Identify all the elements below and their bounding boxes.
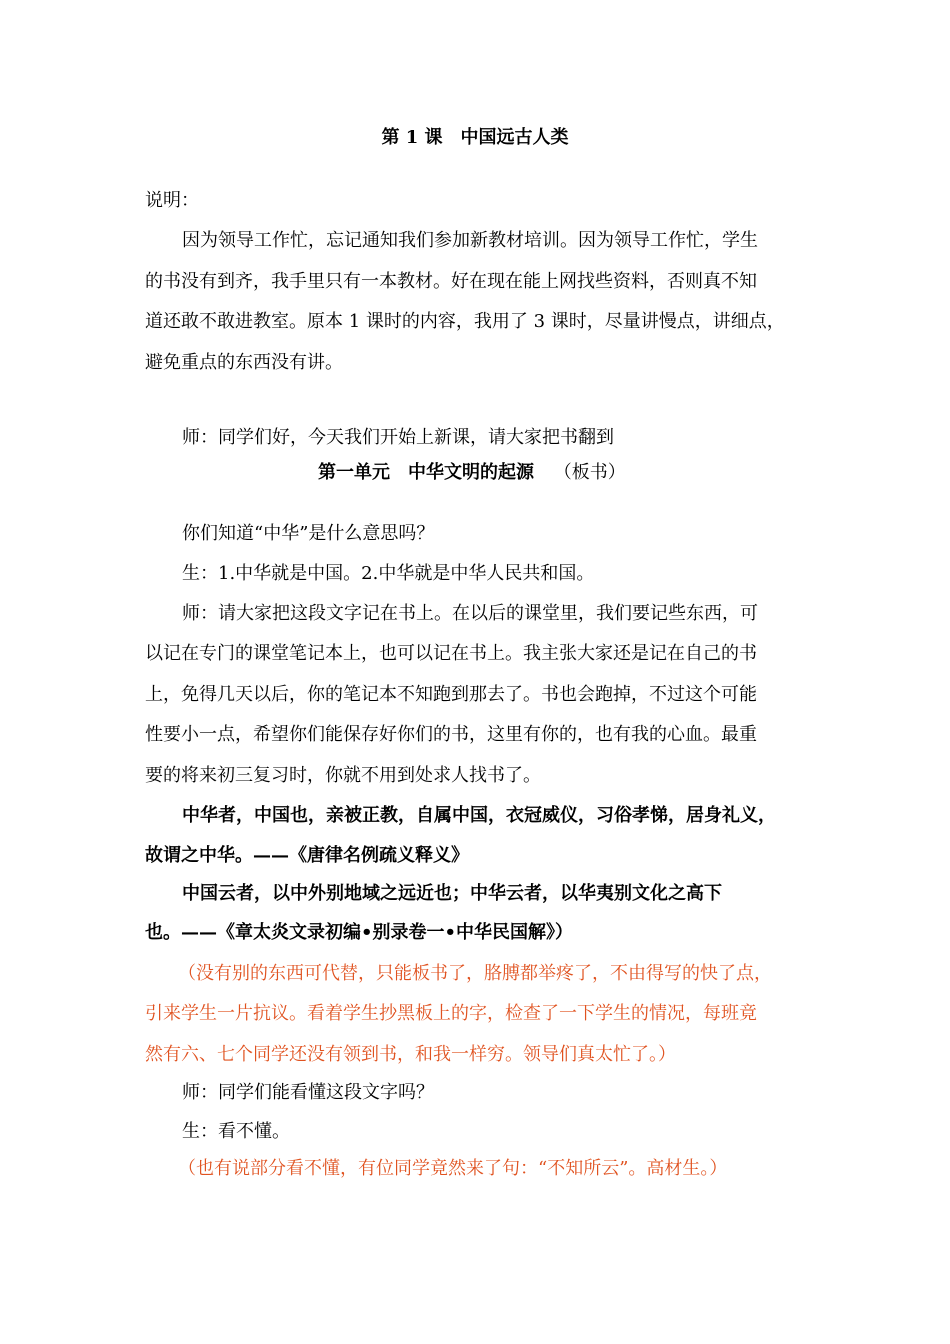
note-line: 道还敢不敢进教室。原本 1 课时的内容，我用了 3 课时，尽量讲慢点，讲细点， [145,311,785,332]
teacher-paragraph-line: 以记在专门的课堂笔记本上，也可以记在书上。我主张大家还是记在自己的书 [145,643,757,664]
student-reply: 生：看不懂。 [182,1121,290,1142]
teacher-paragraph-line: 要的将来初三复习时，你就不用到处求人找书了。 [145,765,541,786]
unit-title: 第一单元 中华文明的起源 [318,462,534,483]
teacher-paragraph-line: 师：请大家把这段文字记在书上。在以后的课堂里，我们要记些东西，可 [182,603,758,624]
question-line: 你们知道“中华”是什么意思吗？ [182,523,435,544]
teacher-paragraph-line: 性要小一点，希望你们能保存好你们的书，这里有你的，也有我的心血。最重 [145,724,757,745]
annotation-note-line: （没有别的东西可代替，只能板书了，胳膊都举疼了，不由得写的快了点， [178,963,772,984]
unit-note: （板书） [553,462,626,483]
note-line: 避免重点的东西没有讲。 [145,352,343,373]
lesson-title: 第 1 课 中国远古人类 [381,127,569,148]
annotation-note-line: 引来学生一片抗议。看着学生抄黑板上的字，检查了一下学生的情况，每班竟 [145,1003,757,1024]
teacher-intro: 师：同学们好，今天我们开始上新课，请大家把书翻到 [182,427,614,448]
annotation-note-2: （也有说部分看不懂，有位同学竟然来了句：“不知所云”。高材生。） [178,1158,728,1179]
note-line: 的书没有到齐，我手里只有一本教材。好在现在能上网找些资料，否则真不知 [145,271,757,292]
quote-2-line: 也。——《章太炎文录初编•别录卷一•中华民国解》） [145,922,574,943]
teacher-paragraph-line: 上，免得几天以后，你的笔记本不知跑到那去了。书也会跑掉，不过这个可能 [145,684,757,705]
note-label: 说明： [145,190,199,211]
student-answer: 生：1.中华就是中国。2.中华就是中华人民共和国。 [182,563,595,584]
teacher-question: 师：同学们能看懂这段文字吗？ [182,1082,434,1103]
annotation-note-line: 然有六、七个同学还没有领到书，和我一样穷。领导们真太忙了。） [145,1044,676,1065]
quote-2-line: 中国云者，以中外别地域之远近也；中华云者，以华夷别文化之高下 [182,883,722,904]
note-line: 因为领导工作忙，忘记通知我们参加新教材培训。因为领导工作忙，学生 [182,230,758,251]
quote-1-line: 故谓之中华。——《唐律名例疏义释义》 [145,845,469,866]
unit-heading [318,461,626,485]
quote-1-line: 中华者，中国也，亲被正教，自属中国，衣冠威仪，习俗孝悌，居身礼义， [182,805,776,826]
